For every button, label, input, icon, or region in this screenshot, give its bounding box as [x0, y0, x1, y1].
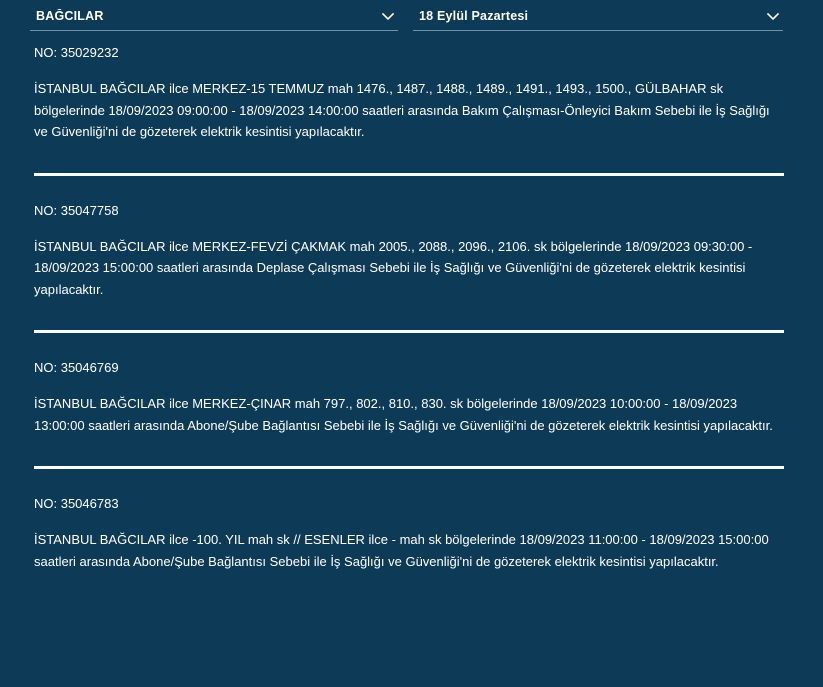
divider: [34, 173, 784, 176]
list-item: [32, 44, 791, 143]
outage-description: İSTANBUL BAĞCILAR ilce MERKEZ-ÇINAR mah 797., 802., 810., 830. sk bölgelerinde 18/09/2023 10:00:00 - 18/09/2023 13:00:00 saatleri arasında Abone/Şube Bağlantısı Sebebi ile İş Sağlığı ve Güvenliği'ni de gözeterek elektrik kesintisi yapılacaktır.: [34, 396, 773, 433]
outage-description: İSTANBUL BAĞCILAR ilce MERKEZ-FEVZİ ÇAKMAK mah 2005., 2088., 2096., 2106. sk bölgelerinde 18/09/2023 09:30:00 - 18/09/2023 15:00:00 saatleri arasında Deplase Çalışması Sebebi ile İş Sağlığı ve Güvenliği'ni de gözeterek elektrik kesintisi yapılacaktır.: [34, 238, 753, 297]
date-select-value: 18 Eylül Pazartesi: [419, 9, 529, 23]
outage-number: NO: 35047758: [34, 202, 119, 218]
chevron-down-icon: [765, 8, 781, 24]
district-select-value: BAĞCILAR: [36, 9, 104, 23]
list-item: [32, 359, 791, 436]
list-item: [32, 495, 791, 572]
outage-number: NO: 35029232: [34, 45, 119, 60]
outage-list: [0, 44, 823, 572]
list-item: [32, 202, 791, 301]
divider: [34, 466, 784, 469]
date-select[interactable]: [413, 4, 783, 31]
chevron-down-icon: [380, 8, 396, 24]
district-select[interactable]: [30, 4, 398, 31]
filter-bar: [0, 0, 823, 31]
outage-description: İSTANBUL BAĞCILAR ilce MERKEZ-15 TEMMUZ mah 1476., 1487., 1488., 1489., 1491., 1493., 1500., GÜLBAHAR sk bölgelerinde 18/09/2023 09:00:00 - 18/09/2023 14:00:00 saatleri arasında Bakım Çalışması-Önleyici Bakım Sebebi ile İş Sağlığı ve Güvenliği'ni de gözeterek elektrik kesintisi yapılacaktır.: [34, 81, 770, 139]
divider: [34, 330, 784, 333]
outage-number: NO: 35046783: [34, 496, 119, 511]
outage-number: NO: 35046769: [34, 360, 119, 375]
outage-description: İSTANBUL BAĞCILAR ilce -100. YIL mah sk // ESENLER ilce - mah sk bölgelerinde 18/09/2023 11:00:00 - 18/09/2023 15:00:00 saatleri arasında Abone/Şube Bağlantısı Sebebi ile İş Sağlığı ve Güvenliği'ni de gözeterek elektrik kesintisi yapılacaktır.: [34, 532, 769, 569]
